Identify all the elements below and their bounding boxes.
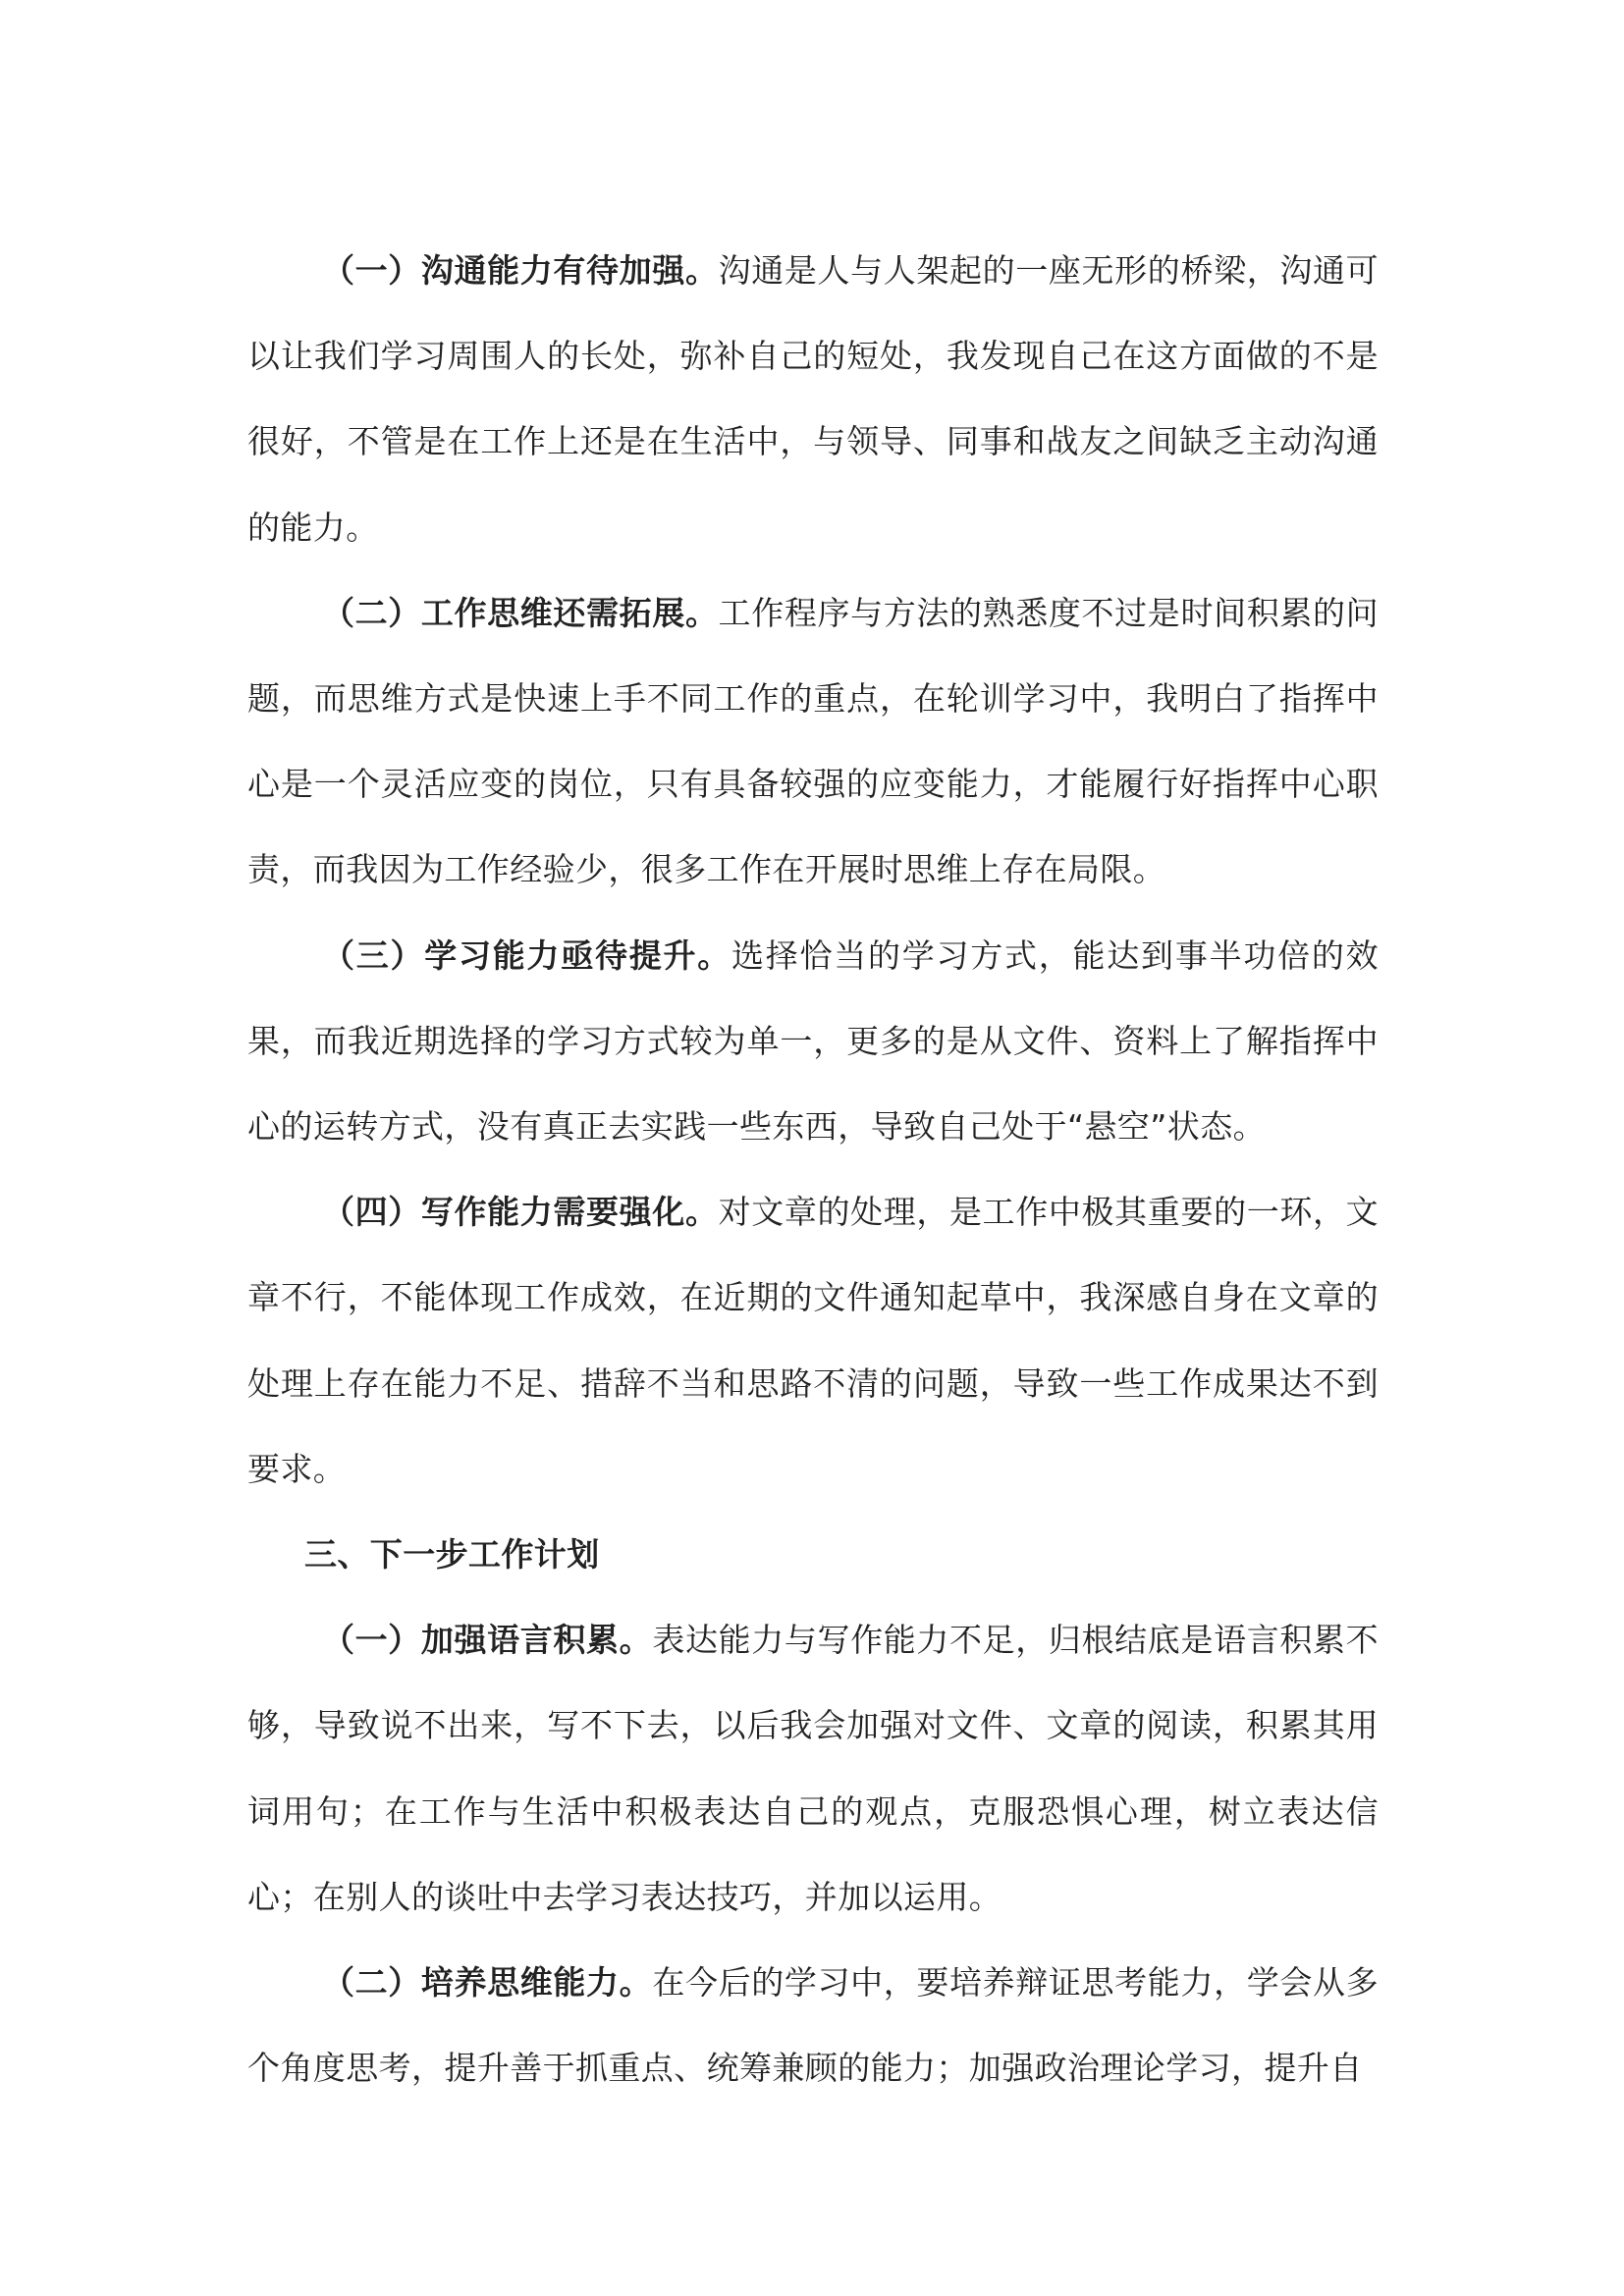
paragraph-lead: （一）加强语言积累。: [322, 1621, 653, 1660]
paragraph-language-accumulation: [247, 1597, 1379, 1940]
paragraph-lead: （一）沟通能力有待加强。: [322, 251, 719, 290]
paragraph-lead: （二）工作思维还需拓展。: [322, 593, 719, 632]
paragraph-writing-ability: [247, 1169, 1379, 1512]
paragraph-body: 工作程序与方法的熟悉度不过是时间积累的问题，而思维方式是快速上手不同工作的重点，在轮训学习中，我明白了指挥中心是一个灵活应变的岗位，只有具备较强的应变能力，才能履行好指挥中心职责，而我因为工作经验少，很多工作在开展时思维上存在局限。: [247, 593, 1379, 889]
section-heading-next-steps: 三、下一步工作计划: [304, 1535, 600, 1575]
paragraph-learning-ability: [247, 913, 1379, 1170]
paragraph-thinking-ability: [247, 1940, 1379, 2110]
paragraph-body: 在今后的学习中，要培养辩证思考能力，学会从多个角度思考，提升善于抓重点、统筹兼顾的能力；加强政治理论学习，提升自: [247, 1963, 1379, 2088]
paragraph-communication: [247, 228, 1379, 570]
document-page: [247, 228, 1379, 2110]
paragraph-lead: （四）写作能力需要强化。: [322, 1193, 719, 1232]
paragraph-work-thinking: [247, 570, 1379, 913]
paragraph-body: 表达能力与写作能力不足，归根结底是语言积累不够，导致说不出来，写不下去，以后我会加强对文件、文章的阅读，积累其用词用句；在工作与生活中积极表达自己的观点，克服恐惧心理，树立表达信心；在别人的谈吐中去学习表达技巧，并加以运用。: [247, 1621, 1379, 1916]
paragraph-lead: （二）培养思维能力。: [322, 1963, 653, 2002]
paragraph-body: 选择恰当的学习方式，能达到事半功倍的效果，而我近期选择的学习方式较为单一，更多的是从文件、资料上了解指挥中心的运转方式，没有真正去实践一些东西，导致自己处于“悬空”状态。: [247, 935, 1379, 1147]
paragraph-body: 对文章的处理，是工作中极其重要的一环，文章不行，不能体现工作成效，在近期的文件通知起草中，我深感自身在文章的处理上存在能力不足、措辞不当和思路不清的问题，导致一些工作成果达不到要求。: [247, 1193, 1379, 1488]
paragraph-lead: （三）学习能力亟待提升。: [322, 935, 732, 975]
paragraph-body: 沟通是人与人架起的一座无形的桥梁，沟通可以让我们学习周围人的长处，弥补自己的短处，我发现自己在这方面做的不是很好，不管是在工作上还是在生活中，与领导、同事和战友之间缺乏主动沟通的能力。: [247, 251, 1379, 547]
